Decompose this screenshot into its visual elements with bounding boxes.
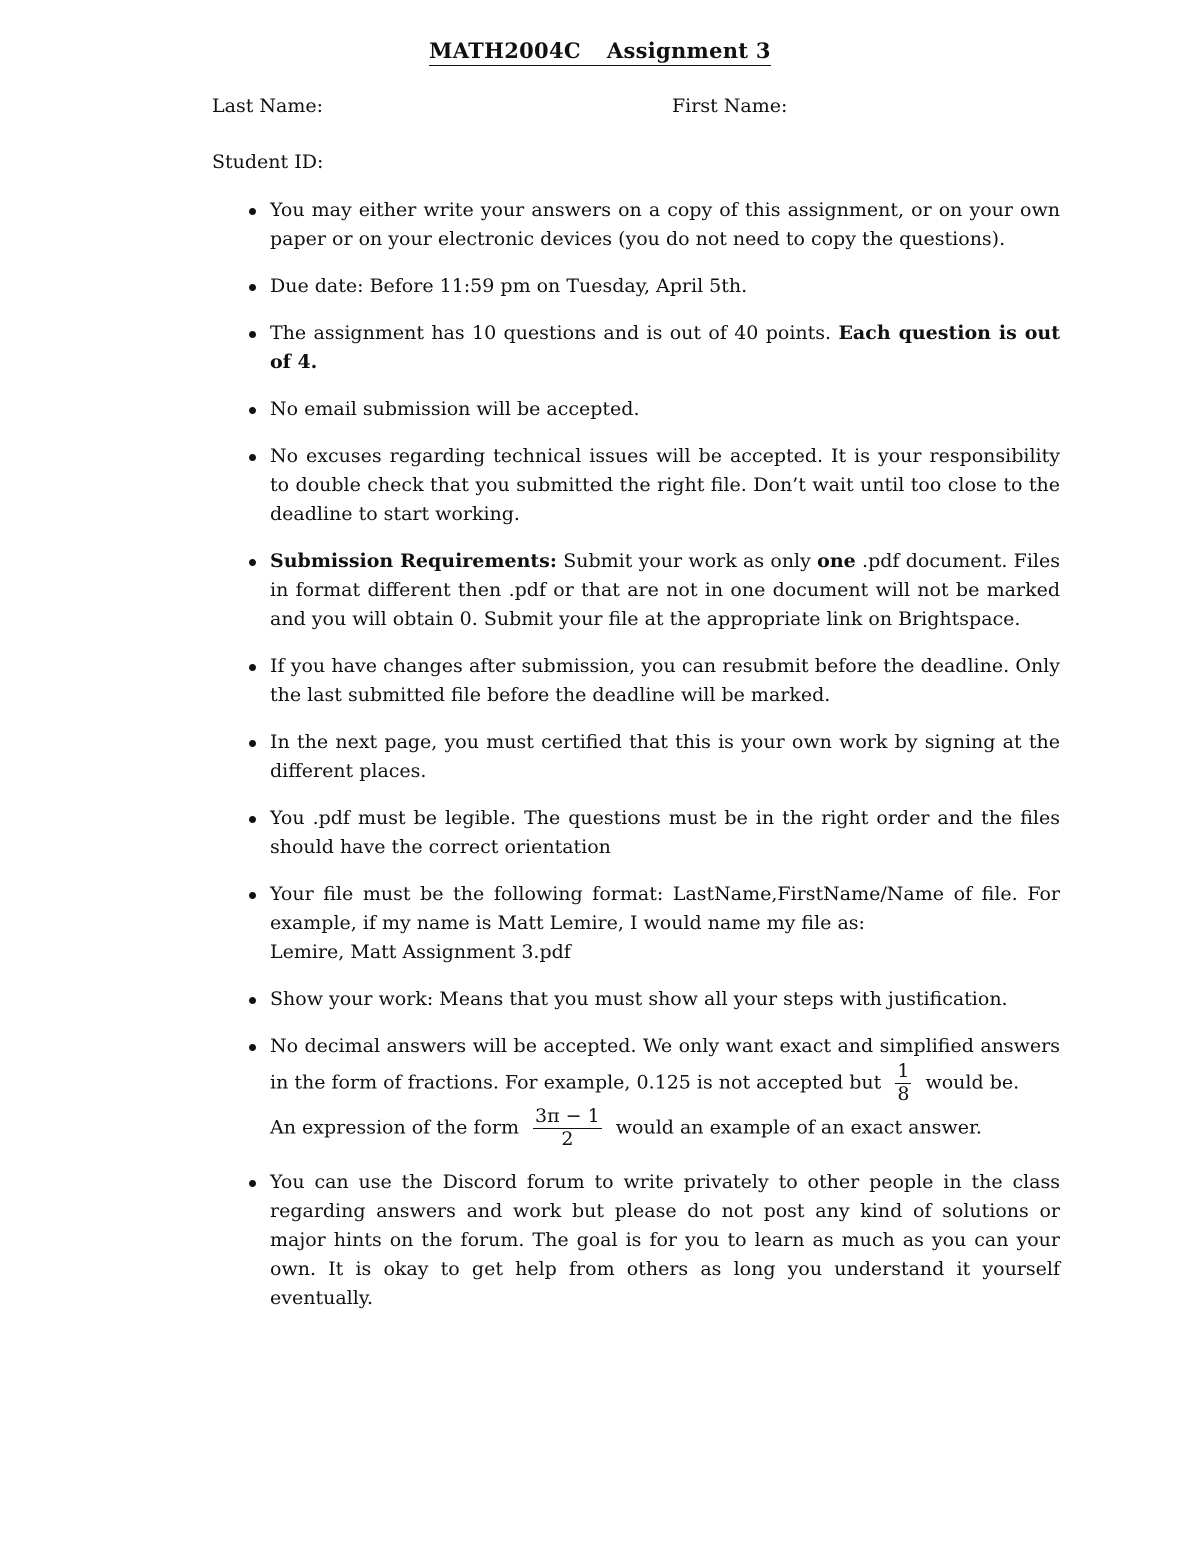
rule-text: Submit your work as only [556,550,818,572]
rule-text: You can use the Discord forum to write privately to other people in the class regarding answers and work but please do not post any kind of solutions or major hints on the forum. The goal is for you to learn as much as you can your own. It is okay to get help from others as long you understand it yourself eventually. [270,1171,1060,1310]
rule-text: In the next page, you must certified that this is your own work by signing at the different places. [270,731,1060,782]
list-item [240,547,1060,634]
rule-text: would an example of an exact answer. [615,1116,982,1139]
list-item [240,652,1060,710]
rule-text: The assignment has 10 questions and is out of 40 points. [270,322,839,344]
fraction-denominator: 2 [561,1127,574,1150]
list-item [240,272,1060,301]
rule-text: You may either write your answers on a copy of this assignment, or on your own paper or on your electronic devices (you do not need to copy the questions). [270,199,1060,250]
last-name-label: Last Name: [212,95,323,117]
first-name-label: First Name: [672,95,788,117]
list-item [240,985,1060,1014]
list-item [240,1168,1060,1313]
list-item [240,804,1060,862]
page-title [0,38,1200,66]
rule-text: If you have changes after submission, you can resubmit before the deadline. Only the last submitted file before the deadline will be marked. [270,655,1060,706]
list-item [240,442,1060,529]
rule-text: No excuses regarding technical issues will be accepted. It is your responsibility to double check that you submitted the right file. Don’t wait until too close to the deadline to start working. [270,445,1060,525]
list-item [240,196,1060,254]
fraction-one-eighth [895,1061,911,1106]
fraction-numerator: 1 [897,1060,910,1082]
rule-emphasis: Each question is out of 4. [270,322,1060,373]
list-item [240,395,1060,424]
rule-emphasis: Submission Requirements: [270,550,557,572]
course-code: MATH2004C [429,38,581,63]
fraction-exact-example [533,1106,602,1151]
rule-text: Due date: Before 11:59 pm on Tuesday, April 5th. [270,275,748,297]
rule-text: You .pdf must be legible. The questions must be in the right order and the files should have the correct orientation [270,807,1060,858]
rule-text: would be. [925,1071,1020,1094]
rule-text: .pdf document. Files in format different then .pdf or that are not in one document will not be marked and you will obtain 0. Submit your file at the appropriate link on Brightspace. [270,550,1060,630]
rule-text: Your file must be the following format: LastName,FirstName/Name of file. For example, if my name is Matt Lemire, I would name my file as: [270,883,1060,934]
instructions-list [240,196,1060,1331]
fraction-denominator: 8 [897,1082,910,1105]
list-item [240,728,1060,786]
rule-text: Show your work: Means that you must show all your steps with justification. [270,988,1008,1010]
list-item [240,880,1060,967]
fraction-numerator: 3π − 1 [535,1104,600,1127]
assignment-name: Assignment 3 [606,38,771,63]
rule-text: No email submission will be accepted. [270,398,640,420]
list-item [240,319,1060,377]
list-item [240,1032,1060,1150]
student-id-label: Student ID: [212,151,324,173]
rule-text: An expression of the form [270,1116,519,1139]
rule-text: No decimal answers will be accepted. We only want exact and simplified answers in the form of fractions. For example, 0.125 is not accepted but [270,1035,1060,1094]
file-name-example: Lemire, Matt Assignment 3.pdf [270,941,571,963]
rule-emphasis: one [817,550,856,572]
